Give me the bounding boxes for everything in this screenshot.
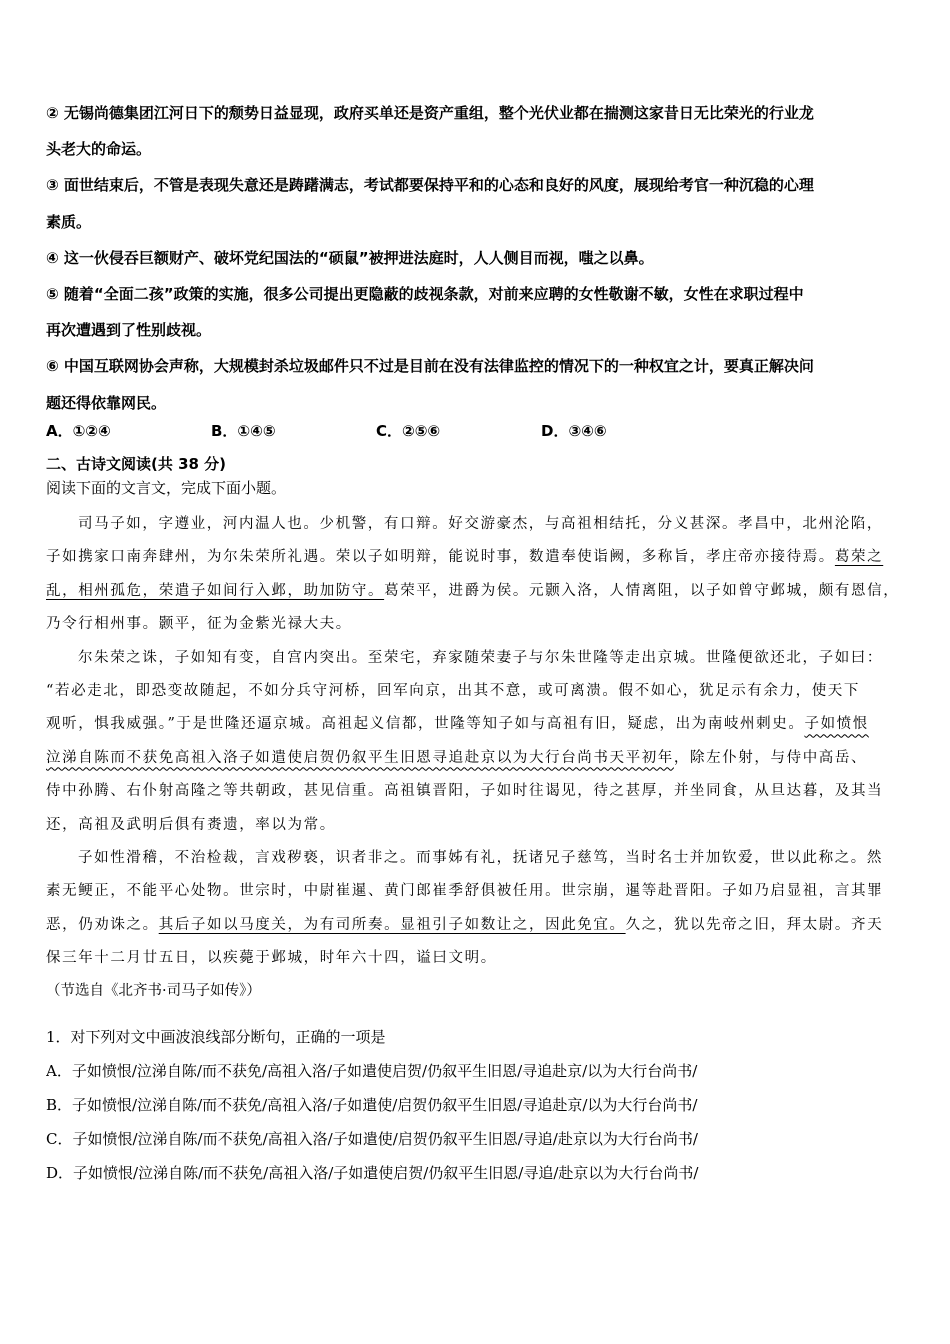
question-1 [46,1020,908,1190]
passage-line: “若必走北，即恐变故随起，不如分兵守河桥，回军向京，出其不意，或可离溃。假不如心，犹足示有余力，使天下 [46,682,861,699]
statement-line: ④ 这一伙侵吞巨额财产、破坏党纪国法的“硕鼠”被押进法庭时，人人侧目而视，嗤之以鼻。 [46,248,654,267]
statement-line: ③ 面世结束后，不管是表现失意还是踌躇满志，考试都要保持平和的心态和良好的风度，展现给考官一种沉稳的心理 [46,176,814,195]
wavy-underlined-text: 泣涕自陈而不获免高祖入洛子如遣使启贺仍叙平生旧恩寻追赴京以为大行台尚书天平初年 [46,749,674,766]
passage-line: 司马子如，字遵业，河内温人也。少机警，有口辩。好交游豪杰，与高祖相结托，分义甚深。孝昌中，北州沦陷， [78,516,883,532]
question-option-a: A．子如愤恨/泣涕自陈/而不获免/高祖入洛/子如遣使启贺/仍叙平生旧恩/寻追赴京/以为大行台尚书/ [46,1062,698,1080]
passage-line: 泣涕自陈而不获免高祖入洛子如遣使启贺仍叙平生旧恩寻追赴京以为大行台尚书天平初年，除左仆射，与侍中高岳、 [46,749,868,766]
passage-line: 尔朱荣之诛，子如知有变，自宫内突出。至荣宅，弃家随荣妻子与尔朱世隆等走出京城。世隆便欲还北，子如曰： [78,649,883,666]
option-a: A．①②④ [46,422,111,440]
question-option-b: B．子如愤恨/泣涕自陈/而不获免/高祖入洛/子如遣使/启贺仍叙平生旧恩/寻追赴京/以为大行台尚书/ [46,1096,698,1114]
passage-line: 子如携家口南奔肆州，为尔朱荣所礼遇。荣以子如明辩，能说时事，数遣奉使诣阙，多称旨，孝庄帝亦接待焉。葛荣之 [46,549,884,566]
section-header [46,452,908,500]
passage-line: 乱，相州孤危，荣遣子如间行入邺，助加防守。葛荣平，进爵为侯。元颢入洛，人情离阻，以子如曾守邺城，颇有恩信， [46,582,900,599]
passage-line: 侍中孙腾、右仆射高隆之等共朝政，甚见信重。高祖镇晋阳，子如时往谒见，待之甚厚，并坐同食，从旦达暮，及其当 [46,783,884,800]
statement-line: ② 无锡尚德集团江河日下的颓势日益显现，政府买单还是资产重组，整个光伏业都在揣测这家昔日无比荣光的行业龙 [46,104,814,122]
passage-line: 保三年十二月廿五日，以疾薨于邺城，时年六十四，谥曰文明。 [46,950,497,967]
answer-options [46,416,908,446]
wavy-underlined-text: 子如愤恨 [804,716,869,733]
statement-line: 再次遭遇到了性别歧视。 [46,321,212,340]
option-b: B．①④⑤ [211,422,276,440]
statement-line: 素质。 [46,212,92,231]
underlined-sentence: 葛荣之 [834,549,884,566]
passage-line: 观听，惧我威强。”于是世隆还逼京城。高祖起义信都，世隆等知子如与高祖有旧，疑虑，出为南岐州刺史。子如愤恨 [46,716,869,733]
section-instruction: 阅读下面的文言文，完成下面小题。 [46,479,287,497]
option-c: C．②⑤⑥ [376,422,441,440]
question-option-c: C．子如愤恨/泣涕自陈/而不获免/高祖入洛/子如遣使/启贺仍叙平生旧恩/寻追/赴京以为大行台尚书/ [46,1130,698,1148]
statement-line: ⑥ 中国互联网协会声称，大规模封杀垃圾邮件只不过是目前在没有法律监控的情况下的一种权宜之计，要真正解决问 [46,357,814,376]
question-option-d: D．子如愤恨/泣涕自陈/而不获免/高祖入洛/子如遣使启贺/仍叙平生旧恩/寻追/赴京以为大行台尚书/ [46,1164,699,1182]
statement-line: ⑤ 随着“全面二孩”政策的实施，很多公司提出更隐蔽的歧视条款，对前来应聘的女性敬谢不敏，女性在求职过程中 [46,284,804,303]
statement-list [46,95,908,421]
statement-line: 头老大的命运。 [46,140,152,159]
statement-line: 题还得依靠网民。 [46,393,167,412]
option-d: D．③④⑥ [541,422,607,440]
passage-line: 恶，仍劝诛之。其后子如以马度关，为有司所奏。显祖引子如数让之，因此免宜。久之，犹以先帝之旧，拜太尉。齐天 [46,916,884,933]
question-stem: 1．对下列对文中画波浪线部分断句，正确的一项是 [46,1028,386,1046]
passage-line: 子如性滑稽，不治检裁，言戏秽亵，识者非之。而事姊有礼，抚诸兄子慈笃，当时名士并加钦爱，世以此称之。然 [78,849,883,866]
passage-source: （节选自《北齐书·司马子如传》） [46,983,261,1000]
passage-line: 素无鲠正，不能平心处物。世宗时，中尉崔暹、黄门郎崔季舒俱被任用。世宗崩，暹等赴晋阳。子如乃启显祖，言其罪 [46,883,884,900]
section-title: 二、古诗文阅读(共 38 分) [46,455,227,473]
classical-passage [46,508,908,1009]
underlined-sentence: 乱，相州孤危，荣遣子如间行入邺，助加防守。 [46,582,385,599]
passage-line: 乃令行相州事。颢平，征为金紫光禄大夫。 [46,616,352,633]
passage-line: 还，高祖及武明后俱有赉遗，率以为常。 [46,816,336,833]
underlined-sentence: 其后子如以马度关，为有司所奏。显祖引子如数让之，因此免宜。 [158,916,626,933]
